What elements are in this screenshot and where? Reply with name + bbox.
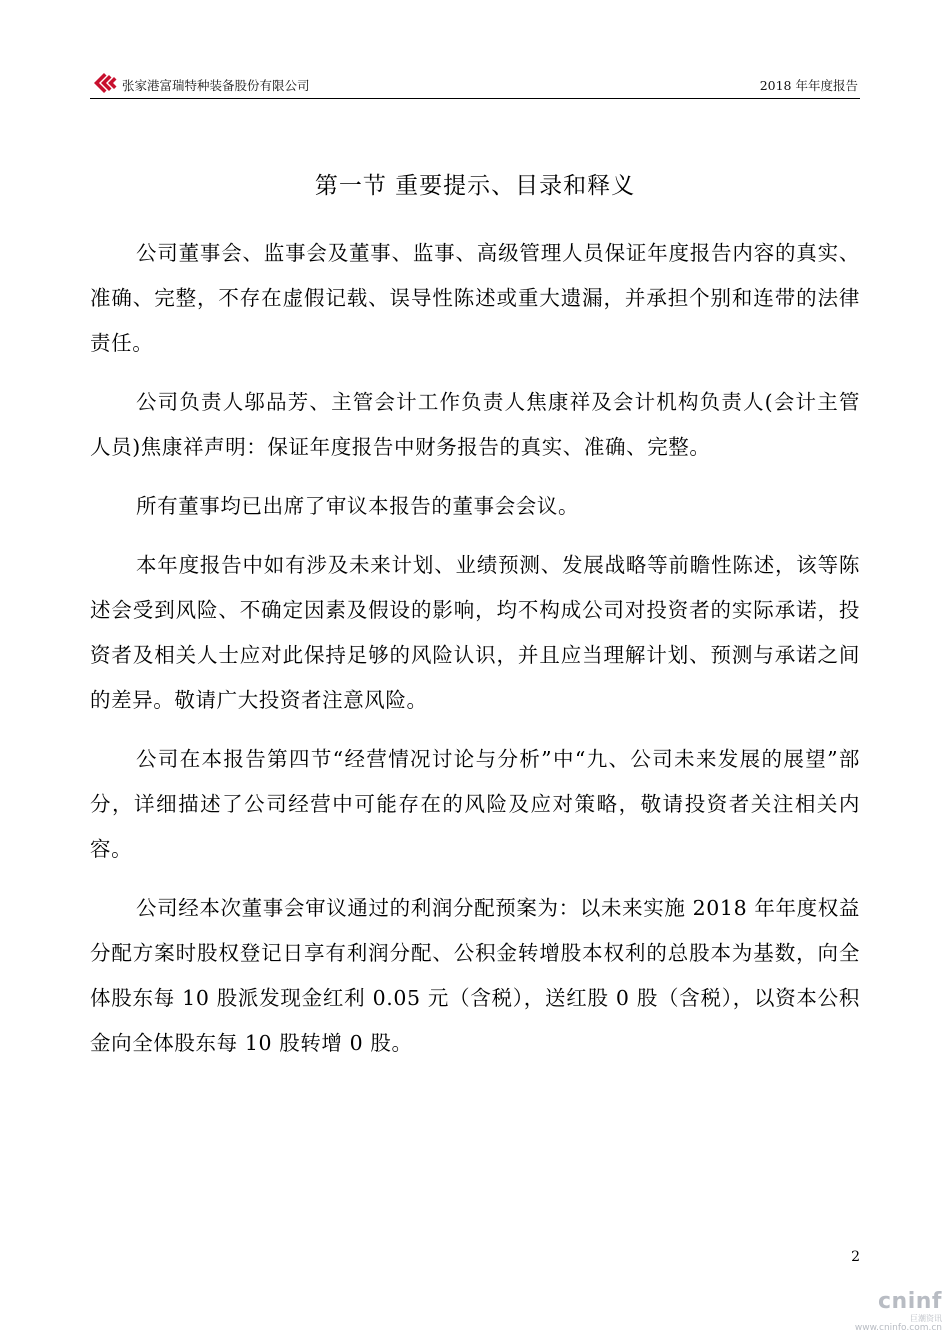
watermark-chinese: 巨潮资讯: [910, 1314, 942, 1323]
paragraph-risk-reference: 公司在本报告第四节“经营情况讨论与分析”中“九、公司未来发展的展望”部分，详细描述了公司经营中可能存在的风险及应对策略，敬请投资者关注相关内容。: [90, 747, 860, 861]
paragraph-profit-distribution: 公司经本次董事会审议通过的利润分配预案为：以未来实施 2018 年年度权益分配方案时股权登记日享有利润分配、公积金转增股本权利的总股本为基数，向全体股东每 10 股派发现金红利 0.05 元（含税），送红股 0 股（含税），以资本公积金向全体股东每 10 股转增 0 股。: [90, 896, 860, 1055]
report-year-label: 2018 年年度报告: [759, 78, 858, 93]
paragraph-responsibility-statement: 公司董事会、监事会及董事、监事、高级管理人员保证年度报告内容的真实、准确、完整，不存在虚假记载、误导性陈述或重大遗漏，并承担个别和连带的法律责任。: [90, 241, 860, 355]
watermark-url: www.cninfo.com.cn: [854, 1323, 942, 1333]
page-header: [90, 66, 860, 99]
important-notice-body: [90, 231, 860, 1080]
section-title: 第一节 重要提示、目录和释义: [314, 173, 636, 200]
paragraph-financial-statement-declaration: 公司负责人邬品芳、主管会计工作负责人焦康祥及会计机构负责人(会计主管人员)焦康祥声明：保证年度报告中财务报告的真实、准确、完整。: [90, 390, 860, 459]
paragraph-board-attendance: 所有董事均已出席了审议本报告的董事会会议。: [136, 494, 580, 518]
page-number: 2: [851, 1249, 860, 1265]
company-name: 张家港富瑞特种装备股份有限公司: [122, 78, 310, 93]
watermark-brand: cninf: [878, 1289, 942, 1314]
paragraph-forward-looking-risk: 本年度报告中如有涉及未来计划、业绩预测、发展战略等前瞻性陈述，该等陈述会受到风险、不确定因素及假设的影响，均不构成公司对投资者的实际承诺，投资者及相关人士应对此保持足够的风险认识，并且应当理解计划、预测与承诺之间的差异。敬请广大投资者注意风险。: [90, 553, 860, 712]
company-logo-icon: [90, 66, 120, 96]
cninfo-watermark: [832, 1290, 942, 1338]
